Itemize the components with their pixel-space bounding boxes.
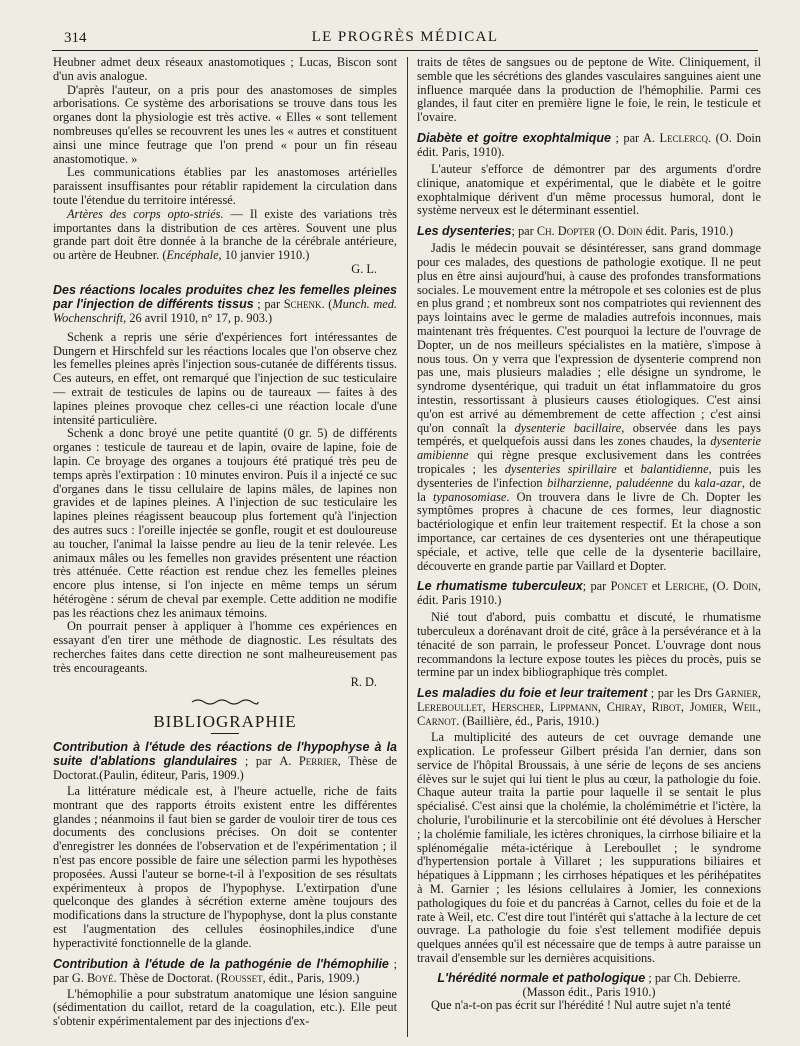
paragraph: Heubner admet deux réseaux anastomotiques ; Lucas, Biscon sont d'un avis analogue. — [53, 55, 397, 83]
article-entry — [53, 283, 397, 690]
paragraph: Que n'a-t-on pas écrit sur l'hérédité ! Nul autre sujet n'a tenté — [431, 998, 731, 1013]
bibliography-entry — [417, 686, 761, 966]
text-run: , de la — [417, 475, 762, 504]
ornament — [53, 697, 397, 711]
entry-title: Des réactions locales produites chez les femelles pleines par l'injection de différents tissus — [53, 282, 397, 311]
text-run: ; par A. — [610, 130, 660, 145]
bibliography-entry — [417, 972, 761, 1013]
text-run: . (O. Doin édit. Paris, 1910). — [417, 130, 761, 159]
paragraph — [417, 242, 761, 573]
paragraph: traits de têtes de sangsues ou de peptone de Wite. Cliniquement, il semble que les sécrétions des glandes vasculaires sanguines aient une influence marquée dans la production de l'hémophilie. Parmi ces glandes, il faut citer en première ligne le foie, le rein, le testicule et l'ovaire. — [417, 55, 761, 125]
author-list: Garnier, Lereboullet, Herscher, Lippmann, Chiray, Ribot, Jomier, Weil, Carnot — [417, 686, 761, 729]
section-heading: BIBLIOGRAPHIE — [153, 712, 297, 732]
entry-heading — [417, 686, 761, 728]
text-run: ; par G. — [53, 956, 398, 985]
text-run: et — [647, 579, 666, 594]
paragraph: L'hémophilie a pour substratum anatomique une lésion sanguine (sédimentation du caillot, retard de la coagulation, etc.). Elle peut s'obtenir expérimentalement par des injections d'ex- — [53, 986, 397, 1029]
entry-title: Les maladies du foie et leur traitement — [417, 686, 648, 701]
text-run: ; par les Drs — [647, 686, 716, 701]
paragraph: Schenk a donc broyé une petite quantité (0 gr. 5) de différents organes : testicule de taureau et de lapin, ovaire de lapine, foie de lapin. Ce broyage des organes a toujours été pratiqué très peu de temps après l'extirpation : 10 minutes environ. Puis il a injecté ce suc d'organes dans le tissu cellulaire de lapins mâles, de lapines non gravides et de lapines pleines. A l'injection de suc testiculaire les lapines pleines réagissent beaucoup plus fortement qu'à l'injection des autres sucs : l'oreille injectée se gonfle, rougit et est douloureuse au toucher, l'animal la laisse pendre au lieu de la tenir relevée. Les animaux mâles ou les femelles non gravides présentent une réaction très atténuée. Cette réaction est rendue chez les femelles pleines encore plus intense, si l'on injecte en même temps un sérum hétérogène : sérum de cheval par exemple. Cette addition ne modifie pas les réactions chez les animaux témoins. — [53, 426, 397, 620]
left-column — [53, 56, 397, 1029]
entry-title: Contribution à l'étude de la pathogénie de l'hémophilie — [53, 956, 389, 971]
text-run: — Il existe des variations très importantes dans la distribution de ces artères. Souvent une plus grande part doit être donnée à la branche de la cérébrale antérieure, ou artère de Heubner. ( — [53, 206, 397, 263]
text-run: , édit. Paris 1910.) — [417, 579, 761, 608]
entry-heading — [417, 579, 761, 607]
text-run: . On trouvera dans le livre de Ch. Dopter les symptômes propres à chacune de ces formes, leur diagnostic bactériologique et enfin leur traitement respectif. Et la chose a son importance, car certaines de ces dysenteries ont une thérapeutique spéciale, et active, telle que celle de la dysenterie bacillaire, découverte en grande partie par Vaillard et Dopter. — [417, 489, 761, 573]
entry-heading — [53, 283, 397, 325]
bibliography-entry — [417, 131, 761, 218]
text-run: du — [673, 475, 695, 490]
text-run: , — [608, 475, 617, 490]
signature: G. L. — [351, 261, 377, 276]
paragraph: Nié tout d'abord, puis combattu et discuté, le rhumatisme tuberculeux a dorénavant droit de cité, grâce à la persévérance et à la ténacité de son parrain, le professeur Poncet. L'ouvrage dont nous recommandons la lecture expose toutes les pièces du procès, puis se termine par un index bibliographique très complet. — [417, 610, 761, 680]
paragraph: On pourrait penser à appliquer à l'homme ces expériences en essayant d'en tirer une méthode de diagnostic. Les résultats des recherches faites dans cette direction ne sont malheureusement pas très encourageants. — [53, 619, 397, 675]
entry-title: Contribution à l'étude des réactions de l'hypophyse à la suite d'ablations glandulaires — [53, 740, 397, 769]
column-divider — [407, 57, 408, 1037]
journal-name: Munch. med. Wochenschrift — [53, 296, 397, 325]
paragraph — [53, 208, 397, 263]
page-header — [52, 26, 758, 48]
text-run: ; par — [253, 296, 284, 311]
text-run: . (Baillière, éd., Paris, 1910.) — [456, 714, 599, 729]
disease-name: dysenteries spirillaire — [504, 461, 617, 476]
publisher-name: Doin — [732, 579, 758, 594]
disease-name: bilharzienne — [547, 475, 609, 490]
right-column — [417, 56, 761, 1013]
paragraph: L'auteur s'efforce de démontrer par des arguments d'ordre clinique, anatomique et expérimental, que le diabète et le goitre exophtalmique dérivent d'un même processus humoral, dont le système nerveux est le déterminant essentiel. — [417, 161, 761, 218]
text-run: . Thèse de Doctorat. ( — [113, 970, 221, 985]
text-run: ; par Ch. — [645, 970, 695, 985]
journal-name: Encéphale — [166, 248, 219, 263]
paragraph: D'après l'auteur, on a pris pour des anastomoses de simples arborisations. Ce système des arborisations se trouve dans tous les organes dont la physiologie est très active. « Elles « sont tellement nombreuses qu'elles se recouvrent les unes les « autres et constituent ainsi une mince feutrage que l'on prend « pour un fin réseau anastomotique. » — [53, 82, 397, 166]
entry-heading — [53, 740, 397, 782]
text-run: . ( — [321, 296, 333, 311]
section-subtitle: Artères des corps opto-striés. — [67, 206, 224, 221]
author-name: Debierre — [694, 970, 738, 985]
bibliography-entry — [53, 740, 397, 951]
author-name: Leriche — [665, 579, 706, 594]
publisher-name: Doin — [617, 224, 643, 239]
entry-heading — [417, 224, 761, 238]
author-name: A. Perrier — [279, 754, 338, 769]
author-name: Poncet — [610, 579, 648, 594]
ornament-flourish-icon — [190, 697, 260, 707]
bibliography-entry — [417, 224, 761, 573]
text-run: et — [616, 461, 641, 476]
entry-title: Les dysenteries — [417, 224, 512, 239]
text-run: , (O. — [705, 579, 733, 594]
paragraph: La littérature médicale est, à l'heure actuelle, riche de faits montrant que des rapports étroits existent entre les différentes glandes ; néanmoins il faut bien se garder de vouloir tirer de tous ces documents des conclusions précises. On doit se contenter d'enregistrer les données de l'observation et de l'expérimentation ; il n'est pas encore possible de faire une sélection parmi les hypothèses proposées. Aussi l'auteur se borne-t-il à l'exposition de ses résultats expérimenteux à propos de l'hypophyse. L'extirpation d'une quelconque des glandes à sécrétion externe amène toujours des modifications dans la structure de l'hypophyse, dont la plus constante est l'augmentation des cellules éosinophiles,indice d'une hyperactivité fonctionnelle de la glande. — [53, 784, 397, 950]
text-run: ; par — [237, 754, 280, 769]
paragraph: La multiplicité des auteurs de cet ouvrage demande une explication. Le professeur Gilbert présida l'an dernier, dans son service de l'hôpital Broussais, à une série de leçons de ses anciens élèves sur le sujet qui lui tient le plus au cœur, la pathologie du foie. Chaque auteur traita la partie pour laquelle il se sentait le plus spécialisé. C'est ainsi que la cholémie, la cholémimétrie et l'ictère, la cholurie, l'urobilinurie et la stercobilinie ont été dévolues à Herscher ; la cholémie familiale, les ictères chroniques, la cirrhose biliaire et la splénomégalie méta-ictérique à Lereboullet ; le syndrome d'hypertension portale à Villaret ; les suppurations biliaires et hépatiques à Lippmann ; les cirrhoses hépatiques et les périhépatites à M. Garnier ; les lésions cellulaires à Jomier, les connexions pathologiques du foie et du pancréas à Carnot, celles du foie et de la rate à Weil, etc. C'est dire tout l'intérêt qui s'attache à la lecture de cet ouvrage. La pathologie du foie s'est tellement modifiée depuis quelques années qu'il est nécessaire que de temps à autre paraisse un travail d'ensemble sur les dernières acquisitions. — [417, 730, 761, 966]
entry-heading — [53, 957, 397, 985]
disease-name: paludéenne — [616, 475, 674, 490]
publisher-name: Rousset — [220, 970, 263, 985]
paragraph: Les communications établies par les anastomoses artérielles paraissent insuffisantes pour rétablir rapidement la circulation dans toute l'étendue du territoire intéressé. — [53, 165, 397, 207]
entry-title: Diabète et goitre exophtalmique — [417, 130, 611, 145]
text-run: qui règne presque exclusivement dans les contrées tropicales ; les — [417, 448, 761, 476]
author-name: Leclercq — [659, 130, 709, 145]
disease-name: dysenterie bacillaire — [514, 420, 622, 435]
entry-heading — [417, 972, 761, 1000]
paragraph: Schenk a repris une série d'expériences fort intéressantes de Dungern et Hirschfeld sur les réactions locales que l'on observe chez les femelles pleines après l'injection sous-cutanée de différents tissus. Ces auteurs, en effet, ont remarqué que l'injection de suc testiculaire — extrait de testicules de lapins ou de taureaux — faites à des lapines pleines provoque chez celles-ci une réaction locale d'une intensité particulière. — [53, 329, 397, 427]
disease-name: balantidienne — [640, 461, 709, 476]
text-run: ; par — [582, 579, 611, 594]
text-run: , 10 janvier 1910.) — [218, 248, 310, 263]
text-run: Jadis le médecin pouvait se désintéresser, sans grand dommage pour ces malades, des questions de pathologie exotique. Il ne peut plus en être ainsi aujourd'hui, à cause des profondes transformations sociales. Le mouvement entre la métropole et ses colonies est de plus en plus grand ; et nombreux sont nos compatriotes qui reviennent des pays lointains avec le germe de maladies autrefois inconnues, mais maintenant très fréquentes. C'est pourquoi la lecture de l'ouvrage de Dopter, un de nos meilleurs spécialistes en la matière, s'impose à nous tous. On y verra que l'expression de dysenterie comprend non pas une, mais plusieurs maladies ; elle désigne un syndrome, le syndrome dysentérique, qui traduit un état inflammatoire du gros intestin, ressortissant à plusieurs causes étiologiques. C'est ainsi qu'on est arrivé au démembrement de cette affection ; c'est ainsi qu'on connaît la — [417, 241, 761, 435]
text-run: , puis les dysenteries de l'infection — [417, 461, 761, 490]
journal-title: LE PROGRÈS MÉDICAL — [311, 29, 499, 45]
page-number: 314 — [64, 30, 87, 46]
signature: R. D. — [350, 674, 377, 689]
text-run: édit. Paris, 1910.) — [642, 224, 733, 239]
bibliography-entry — [417, 579, 761, 680]
text-run: , 26 avril 1910, n° 17, p. 903.) — [123, 310, 273, 325]
disease-name: kala-azar — [694, 475, 742, 490]
entry-heading — [417, 131, 761, 159]
text-run: , observée dans les pays tempérés, et quelquefois aussi dans les zones chaudes, la — [417, 420, 761, 449]
bibliography-entry — [53, 957, 397, 1029]
text-run: ; par — [511, 224, 537, 239]
author-name: Boyé — [86, 970, 114, 985]
text-run: , édit., Paris, 1909.) — [262, 970, 360, 985]
author-name: Ch. Dopter — [536, 224, 596, 239]
divider — [211, 733, 239, 734]
disease-name: dysenterie amibienne — [417, 434, 761, 463]
disease-name: typanosomiase — [433, 489, 507, 504]
text-run: , Thèse de Doctorat.(Paulin, éditeur, Paris, 1909.) — [53, 754, 398, 783]
text-run: (O. — [595, 224, 618, 239]
entry-title: Le rhumatisme tuberculeux — [417, 579, 583, 594]
text-run: . (Masson édit., Paris 1910.) — [522, 970, 741, 999]
header-rule — [52, 50, 758, 51]
author-name: Schenk — [283, 296, 322, 311]
entry-title: L'hérédité normale et pathologique — [437, 970, 646, 985]
